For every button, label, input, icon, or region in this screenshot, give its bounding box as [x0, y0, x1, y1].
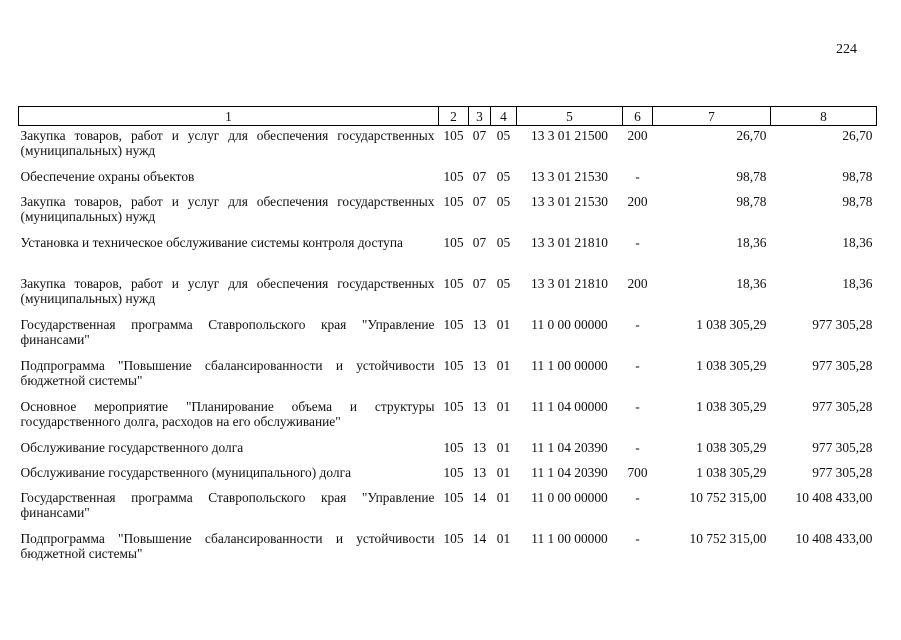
row-expense-type: 200	[627, 276, 648, 291]
table-row	[19, 126, 877, 168]
row-section-code: 14	[472, 490, 487, 505]
row-amount-7: 98,78	[736, 169, 767, 184]
row-amount-7: 18,36	[736, 276, 767, 291]
table-row	[19, 167, 877, 192]
row-ministry-code: 105	[443, 465, 464, 480]
row-subsection-code: 01	[496, 440, 511, 455]
row-target-code: 11 1 00 00000	[531, 358, 608, 373]
row-name: Закупка товаров, работ и услуг для обеспечения государственных (муниципальных) нужд	[20, 276, 435, 306]
row-amount-8: 98,78	[842, 169, 873, 184]
row-subsection-code: 05	[496, 128, 511, 143]
table-row	[19, 438, 877, 463]
table-row	[19, 274, 877, 315]
row-amount-7: 1 038 305,29	[696, 317, 767, 332]
row-target-code: 13 3 01 21500	[531, 128, 608, 143]
row-subsection-code: 01	[496, 399, 511, 414]
row-ministry-code: 105	[443, 128, 464, 143]
row-ministry-code: 105	[443, 490, 464, 505]
row-ministry-code: 105	[443, 531, 464, 546]
row-amount-8: 98,78	[842, 194, 873, 209]
row-subsection-code: 05	[496, 194, 511, 209]
row-amount-8: 18,36	[842, 235, 873, 250]
column-header-1: 1	[19, 107, 439, 126]
row-amount-8: 977 305,28	[812, 399, 873, 414]
column-header-5: 5	[517, 107, 623, 126]
row-amount-7: 10 752 315,00	[689, 531, 767, 546]
row-amount-8: 18,36	[842, 276, 873, 291]
column-header-8: 8	[771, 107, 877, 126]
row-target-code: 13 3 01 21810	[531, 235, 608, 250]
row-name: Основное мероприятие "Планирование объема и структуры государственного долга, расходов на его обслуживание"	[20, 399, 435, 429]
row-name: Закупка товаров, работ и услуг для обеспечения государственных (муниципальных) нужд	[20, 128, 435, 158]
table-row	[19, 397, 877, 438]
row-section-code: 13	[472, 399, 487, 414]
row-ministry-code: 105	[443, 194, 464, 209]
row-amount-7: 1 038 305,29	[696, 399, 767, 414]
table-row	[19, 463, 877, 488]
row-amount-7: 1 038 305,29	[696, 440, 767, 455]
table-row	[19, 356, 877, 397]
row-section-code: 07	[472, 169, 487, 184]
column-header-2: 2	[439, 107, 469, 126]
row-name: Закупка товаров, работ и услуг для обеспечения государственных (муниципальных) нужд	[20, 194, 435, 224]
row-target-code: 11 1 04 00000	[531, 399, 608, 414]
row-ministry-code: 105	[443, 235, 464, 250]
row-name: Подпрограмма "Повышение сбалансированности и устойчивости бюджетной системы"	[20, 358, 435, 388]
row-expense-type: 200	[627, 128, 648, 143]
row-name: Установка и техническое обслуживание системы контроля доступа	[20, 235, 403, 250]
column-header-7: 7	[653, 107, 771, 126]
row-target-code: 11 0 00 00000	[531, 490, 608, 505]
row-expense-type: -	[635, 358, 640, 373]
row-section-code: 07	[472, 128, 487, 143]
row-ministry-code: 105	[443, 169, 464, 184]
row-name: Подпрограмма "Повышение сбалансированности и устойчивости бюджетной системы"	[20, 531, 435, 561]
row-amount-7: 18,36	[736, 235, 767, 250]
column-header-4: 4	[491, 107, 517, 126]
row-target-code: 13 3 01 21810	[531, 276, 608, 291]
row-amount-8: 10 408 433,00	[795, 531, 873, 546]
row-amount-7: 26,70	[736, 128, 767, 143]
row-target-code: 11 1 04 20390	[531, 465, 608, 480]
row-target-code: 11 1 04 20390	[531, 440, 608, 455]
row-section-code: 07	[472, 194, 487, 209]
row-subsection-code: 05	[496, 169, 511, 184]
row-subsection-code: 01	[496, 358, 511, 373]
row-amount-8: 26,70	[842, 128, 873, 143]
row-ministry-code: 105	[443, 358, 464, 373]
table-row	[19, 488, 877, 529]
row-ministry-code: 105	[443, 276, 464, 291]
column-header-6: 6	[623, 107, 653, 126]
row-amount-8: 977 305,28	[812, 317, 873, 332]
budget-table	[18, 106, 877, 570]
row-expense-type: -	[635, 399, 640, 414]
row-amount-7: 98,78	[736, 194, 767, 209]
row-section-code: 07	[472, 235, 487, 250]
table-row	[19, 233, 877, 274]
row-expense-type: 200	[627, 194, 648, 209]
row-amount-8: 977 305,28	[812, 440, 873, 455]
row-name: Государственная программа Ставропольского края "Управление финансами"	[20, 317, 435, 347]
row-name: Обслуживание государственного (муниципального) долга	[20, 465, 352, 480]
row-expense-type: -	[635, 490, 640, 505]
row-expense-type: -	[635, 440, 640, 455]
row-target-code: 13 3 01 21530	[531, 194, 608, 209]
row-expense-type: -	[635, 235, 640, 250]
row-amount-8: 977 305,28	[812, 358, 873, 373]
row-target-code: 11 0 00 00000	[531, 317, 608, 332]
column-header-3: 3	[469, 107, 491, 126]
row-subsection-code: 01	[496, 465, 511, 480]
row-expense-type: -	[635, 531, 640, 546]
table-row	[19, 192, 877, 233]
row-section-code: 13	[472, 317, 487, 332]
row-subsection-code: 01	[496, 317, 511, 332]
row-expense-type: -	[635, 169, 640, 184]
row-expense-type: 700	[627, 465, 648, 480]
row-section-code: 13	[472, 465, 487, 480]
row-section-code: 14	[472, 531, 487, 546]
row-ministry-code: 105	[443, 399, 464, 414]
row-subsection-code: 05	[496, 276, 511, 291]
row-section-code: 07	[472, 276, 487, 291]
row-target-code: 11 1 00 00000	[531, 531, 608, 546]
row-expense-type: -	[635, 317, 640, 332]
row-section-code: 13	[472, 358, 487, 373]
table-row	[19, 529, 877, 570]
row-ministry-code: 105	[443, 440, 464, 455]
page-number: 224	[836, 42, 857, 57]
row-subsection-code: 01	[496, 531, 511, 546]
row-amount-8: 977 305,28	[812, 465, 873, 480]
table-header-row	[19, 107, 877, 126]
row-name: Обслуживание государственного долга	[20, 440, 244, 455]
row-amount-7: 1 038 305,29	[696, 465, 767, 480]
row-subsection-code: 01	[496, 490, 511, 505]
row-target-code: 13 3 01 21530	[531, 169, 608, 184]
row-ministry-code: 105	[443, 317, 464, 332]
row-amount-7: 10 752 315,00	[689, 490, 767, 505]
row-amount-8: 10 408 433,00	[795, 490, 873, 505]
row-section-code: 13	[472, 440, 487, 455]
table-row	[19, 315, 877, 356]
row-name: Обеспечение охраны объектов	[20, 169, 195, 184]
row-name: Государственная программа Ставропольского края "Управление финансами"	[20, 490, 435, 520]
row-amount-7: 1 038 305,29	[696, 358, 767, 373]
row-subsection-code: 05	[496, 235, 511, 250]
